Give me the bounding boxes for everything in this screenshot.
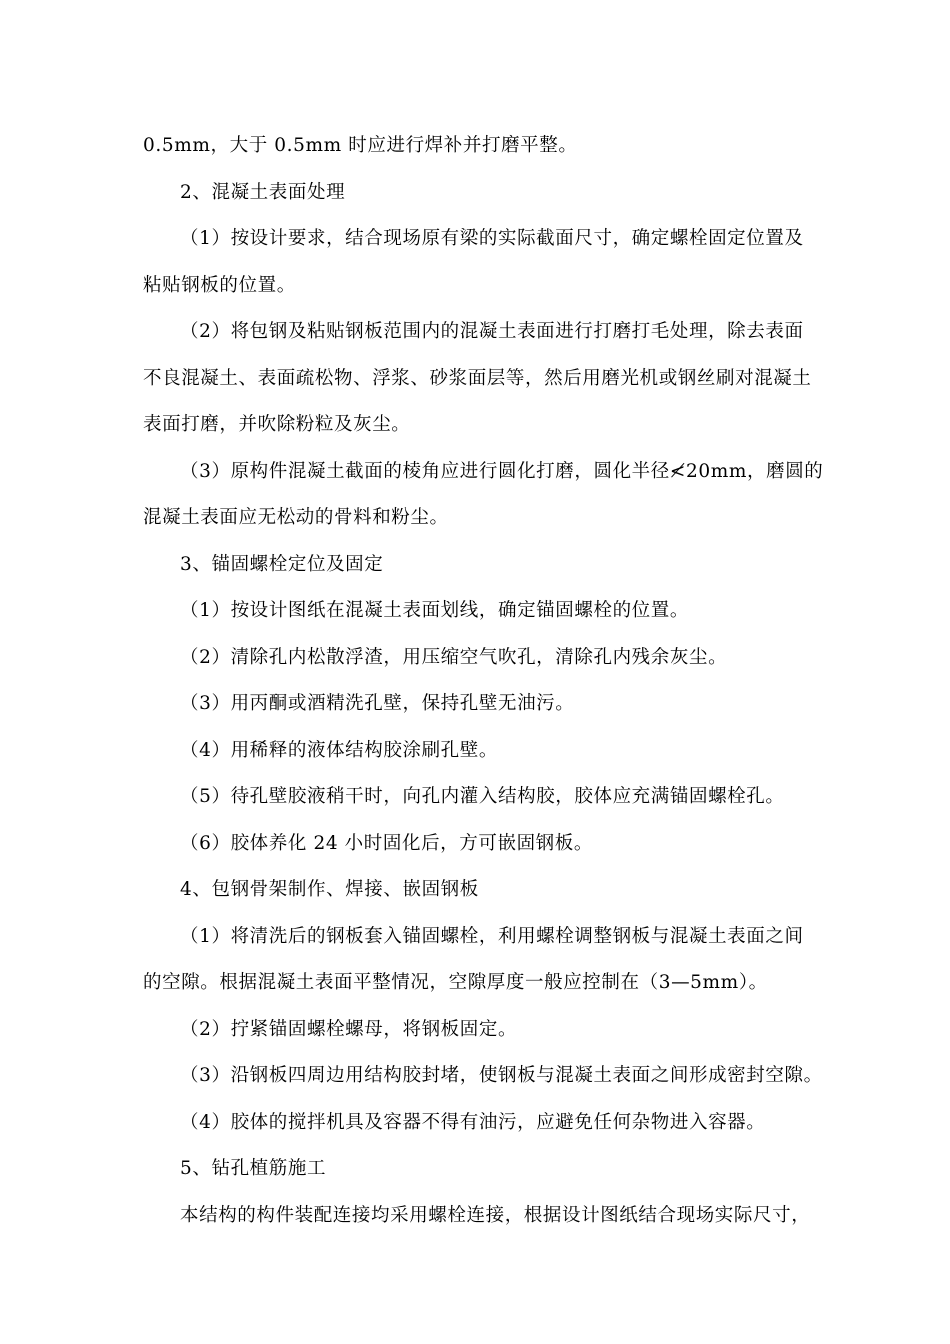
text-line: （6）胶体养化 24 小时固化后，方可嵌固钢板。: [180, 832, 593, 854]
text-line: 表面打磨，并吹除粉粒及灰尘。: [143, 414, 411, 435]
document-body: [143, 123, 824, 1239]
text-line: （2）拧紧锚固螺栓螺母，将钢板固定。: [180, 1018, 518, 1040]
section-heading: 3、锚固螺栓定位及固定: [180, 553, 384, 575]
text-line: 不良混凝土、表面疏松物、浮浆、砂浆面层等，然后用磨光机或钢丝刷对混凝土: [143, 367, 812, 389]
text-line: （1）将清洗后的钢板套入锚固螺栓，利用螺栓调整钢板与混凝土表面之间: [180, 925, 804, 947]
text-line: （1）按设计要求，结合现场原有梁的实际截面尺寸，确定螺栓固定位置及: [180, 228, 804, 249]
text-line: 本结构的构件装配连接均采用螺栓连接，根据设计图纸结合现场实际尺寸，: [180, 1204, 811, 1226]
text-line: 混凝土表面应无松动的骨料和粉尘。: [143, 507, 449, 528]
text-line: 的空隙。根据混凝土表面平整情况，空隙厚度一般应控制在（3—5mm）。: [143, 972, 768, 993]
text-line: （4）用稀释的液体结构胶涂刷孔壁。: [180, 739, 498, 761]
text-line: （3）原构件混凝土截面的棱角应进行圆化打磨，圆化半径≮20mm，磨圆的: [180, 460, 824, 482]
text-line: 0.5mm，大于 0.5mm 时应进行焊补并打磨平整。: [143, 135, 578, 156]
section-heading: 2、混凝土表面处理: [180, 181, 346, 203]
text-line: （2）清除孔内松散浮渣，用压缩空气吹孔，清除孔内残余灰尘。: [180, 646, 728, 668]
text-line: （3）用丙酮或酒精洗孔壁，保持孔壁无油污。: [180, 693, 575, 714]
text-line: （1）按设计图纸在混凝土表面划线，确定锚固螺栓的位置。: [180, 600, 689, 621]
text-line: （2）将包钢及粘贴钢板范围内的混凝土表面进行打磨打毛处理，除去表面: [180, 321, 804, 342]
text-line: 粘贴钢板的位置。: [143, 274, 296, 296]
section-heading: 4、包钢骨架制作、焊接、嵌固钢板: [180, 879, 479, 900]
text-line: （3）沿钢板四周边用结构胶封堵，使钢板与混凝土表面之间形成密封空隙。: [180, 1065, 823, 1086]
section-heading: 5、钻孔植筋施工: [180, 1158, 327, 1179]
text-line: （4）胶体的搅拌机具及容器不得有油污，应避免任何杂物进入容器。: [180, 1111, 766, 1133]
text-line: （5）待孔壁胶液稍干时，向孔内灌入结构胶，胶体应充满锚固螺栓孔。: [180, 786, 785, 807]
